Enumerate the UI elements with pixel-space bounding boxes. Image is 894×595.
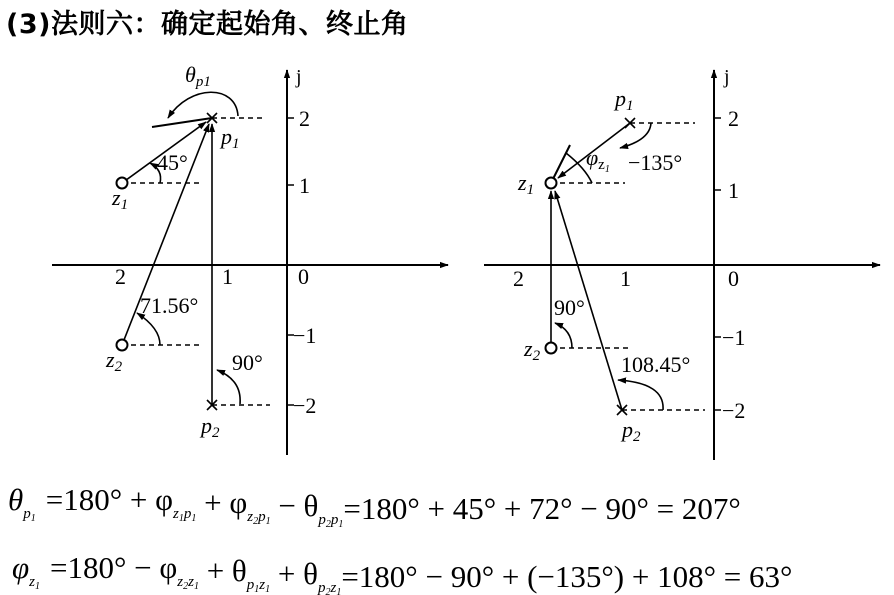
right-tick-label-ym1: −1 — [722, 325, 746, 350]
left-angle-p2: 90° — [232, 350, 263, 375]
left-tick-label-x2: 2 — [115, 264, 126, 289]
left-axis-j-label: j — [296, 66, 302, 88]
left-zero-z2-marker — [117, 340, 128, 351]
right-label-p1: p1 — [615, 86, 634, 114]
left-label-p1: p1 — [221, 124, 240, 152]
right-tick-label-y1: 1 — [728, 178, 739, 203]
right-tick-label-y2: 2 — [728, 106, 739, 131]
equation-phi-z1 — [12, 550, 792, 595]
left-tick-label-y2: 2 — [299, 106, 310, 131]
left-tick-label-y1: 1 — [299, 173, 310, 198]
right-label-p2: p2 — [622, 417, 641, 445]
left-tick-label-x1: 1 — [222, 264, 233, 289]
right-zero-z2-marker — [546, 343, 557, 354]
left-label-p2: p2 — [201, 413, 220, 441]
left-tick-label-ym2: −2 — [293, 393, 317, 418]
left-theta-label: θp1 — [185, 62, 211, 90]
right-phi-label: φz1 — [586, 145, 610, 175]
right-angle-p1: −135° — [628, 150, 683, 175]
left-angle-z1: 45° — [157, 150, 188, 175]
left-angle-z2: 71.56° — [140, 293, 199, 318]
equation-theta-p1 — [8, 482, 741, 530]
left-diagram — [52, 62, 448, 455]
right-arc-p2 — [618, 380, 663, 410]
right-tick-label-x2: 2 — [513, 266, 524, 291]
right-angle-z2: 90° — [554, 295, 585, 320]
right-tick-label-x0: 0 — [728, 266, 739, 291]
right-zero-z1-marker — [546, 178, 557, 189]
left-label-z2: z2 — [106, 347, 123, 375]
left-tick-label-x0: 0 — [298, 264, 309, 289]
svg-text:θp1=180° + φz1p1 + φz2p1 − θp2: $\theta_p1=180^\circ + \varphi_z1p1 + \varphi_z2p1 - \theta_p2p1=180^\circ + 45^\circ + 72^\circ - 90^\circ = 207^\circ$ — [8, 482, 741, 530]
left-tick-label-ym1: −1 — [293, 323, 317, 348]
right-label-z2: z2 — [524, 336, 541, 364]
right-tick-label-x1: 1 — [620, 266, 631, 291]
right-label-z1: z1 — [518, 170, 535, 198]
right-diagram — [484, 66, 880, 460]
right-axis-j-label: j — [724, 66, 730, 88]
right-arc-z2 — [555, 323, 572, 348]
left-departure-line — [152, 118, 212, 127]
left-theta-arc — [168, 92, 238, 118]
left-arc-p2 — [217, 370, 240, 404]
right-tick-label-ym2: −2 — [722, 398, 746, 423]
left-label-z1: z1 — [112, 185, 129, 213]
right-angle-p2: 108.45° — [621, 352, 691, 377]
page-title: (3)法则六：确定起始角、终止角 — [6, 9, 409, 40]
svg-text:φz1=180° − φz2z1 + θp1z1 + θp2: $\varphi_z1=180^\circ - \varphi_z2z1 + \theta_p1z1 + \theta_p2z1=180^\circ - 90^\circ + (-135^\circ) + 108^\circ = 63^\circ$ — [12, 550, 793, 595]
